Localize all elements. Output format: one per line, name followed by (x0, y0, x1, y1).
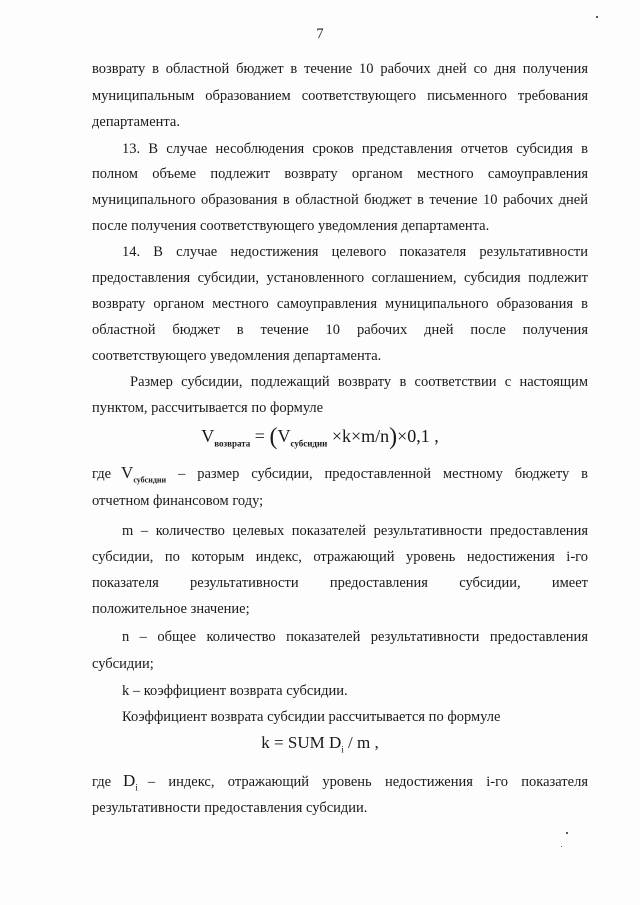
symbol-d-sub: i (135, 782, 138, 793)
formula-close-paren: ) (389, 424, 398, 450)
definition-line (92, 464, 588, 489)
formula-v: V (201, 426, 215, 446)
text-line: областной бюджет в течение 10 рабочих дней после получения (92, 322, 588, 338)
paragraph-14-line: 14. В случае недостижения целевого показателя результативности (122, 244, 588, 260)
text-line: после получения соответствующего уведомления департамента. (92, 218, 490, 234)
symbol-v-subsidy (121, 464, 166, 489)
formula2-right: / m , (343, 733, 379, 752)
text-line: пунктом, рассчитывается по формуле (92, 400, 324, 416)
n-definition-line: n – общее количество показателей результативности предоставления (122, 629, 588, 645)
paragraph-13-line: 13. В случае несоблюдения сроков представления отчетов субсидия в (122, 141, 588, 157)
scan-speck (561, 846, 562, 847)
text-line: предоставления субсидии, установленного соглашением, субсидия подлежит (92, 270, 588, 286)
symbol-v-base: V (121, 463, 134, 482)
k-definition-line: k – коэффициент возврата субсидии. (122, 683, 348, 699)
scan-speck (596, 16, 598, 18)
text-line: муниципального образования в областной бюджет в течение 10 рабочих дней (92, 192, 588, 208)
formula-v-sub: возврата (214, 438, 251, 449)
text-line: полном объеме подлежит возврату органом местного самоуправления (92, 166, 588, 182)
definition-text-d: – индекс, отражающий уровень недостижения i-го показателя (147, 774, 588, 790)
formula2-sub: i (341, 744, 344, 755)
symbol-d-index (123, 772, 138, 796)
scan-speck (566, 832, 568, 834)
definition-line-d (92, 772, 588, 796)
formula-v2: V (277, 426, 291, 446)
m-definition-line: m – количество целевых показателей результативности предоставления (122, 523, 588, 539)
formula-eq: = (250, 426, 270, 446)
text-line: возврату в областной бюджет в течение 10 рабочих дней со дня получения (92, 61, 588, 77)
symbol-d-base: D (123, 771, 136, 790)
refund-formula (0, 426, 640, 449)
symbol-v-sub: субсидии (133, 475, 167, 485)
text-line: субсидии, по которым индекс, отражающий уровень недостижения i-го (92, 549, 588, 565)
text-line: показателя результативности предоставления субсидии, имеет (92, 575, 588, 591)
text-line: Коэффициент возврата субсидии рассчитывается по формуле (122, 709, 501, 725)
where-label-2: где (92, 774, 112, 790)
text-line: положительное значение; (92, 601, 250, 617)
text-line: Размер субсидии, подлежащий возврату в соответствии с настоящим (130, 374, 588, 390)
text-line: субсидии; (92, 656, 154, 672)
text-line: департамента. (92, 114, 180, 130)
coefficient-formula (0, 733, 640, 754)
definition-text: – размер субсидии, предоставленной местному бюджету в (178, 466, 588, 482)
text-line: возврату органом местного самоуправления муниципального образования в (92, 296, 588, 312)
page-number: 7 (316, 26, 324, 42)
where-label: где (92, 466, 112, 482)
text-line: соответствующего уведомления департамента. (92, 348, 382, 364)
formula-tail: ×0,1 , (397, 426, 439, 446)
formula-v2-sub: субсидии (290, 438, 328, 449)
text-line: результативности предоставления субсидии. (92, 800, 368, 816)
formula-open-paren: ( (269, 424, 278, 450)
text-line: отчетном финансовом году; (92, 493, 264, 509)
formula2-left: k = SUM D (261, 733, 342, 752)
formula-mid: ×k×m/n (327, 426, 390, 446)
text-line: муниципальным образованием соответствующего письменного требования (92, 88, 588, 104)
